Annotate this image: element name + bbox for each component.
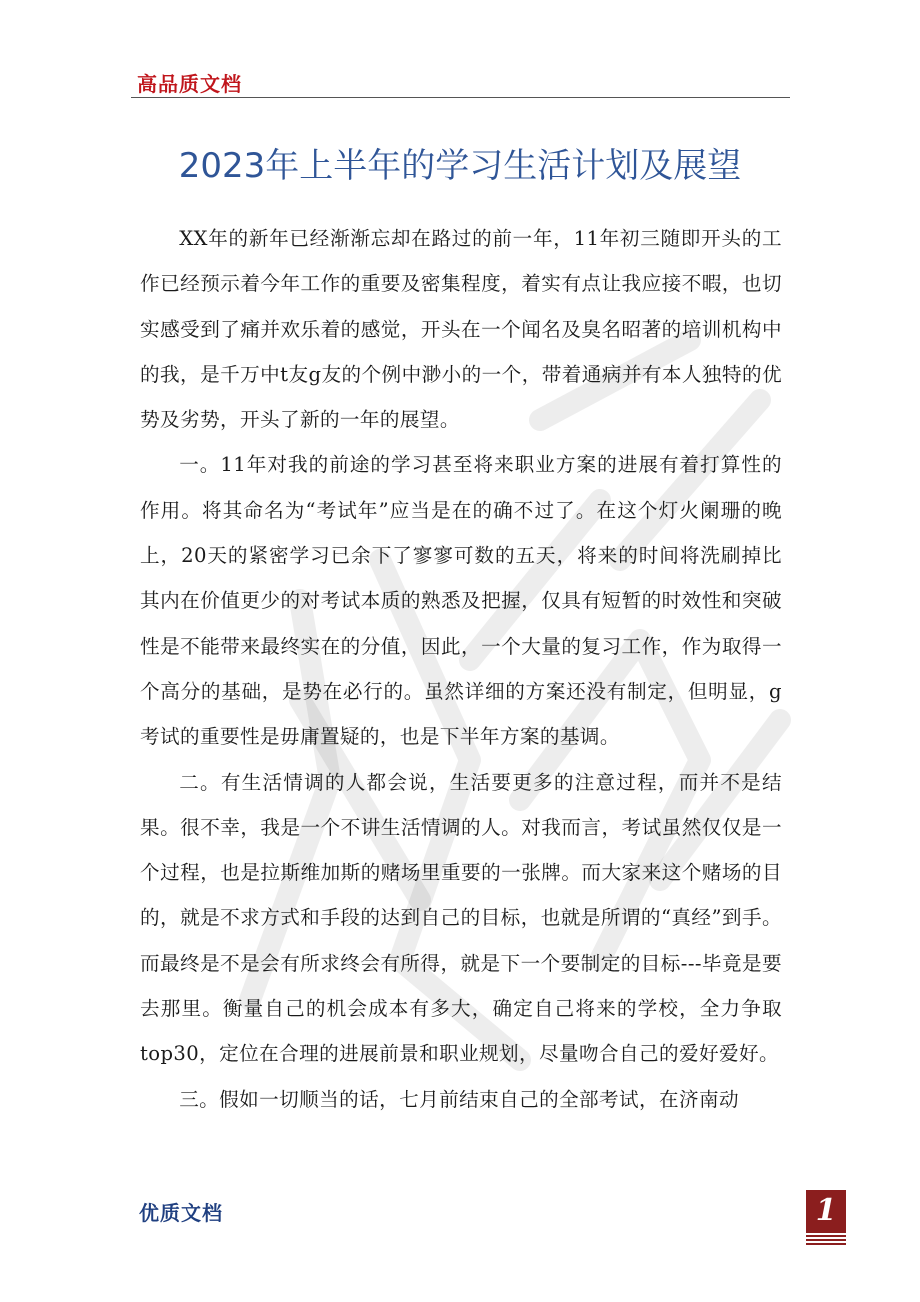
document-body [140,216,782,1122]
document-title: 2023年上半年的学习生活计划及展望 [178,146,742,186]
page-number-badge [806,1190,846,1243]
page-number: 1 [815,1193,837,1228]
paragraph-two: 二。有生活情调的人都会说，生活要更多的注意过程，而并不是结果。很不幸，我是一个不讲生活情调的人。对我而言，考试虽然仅仅是一个过程，也是拉斯维加斯的赌场里重要的一张牌。而大家来这个赌场的目的，就是不求方式和手段的达到自己的目标，也就是所谓的“真经”到手。而最终是不是会有所求终会有所得，就是下一个要制定的目标---毕竟是要去那里。衡量自己的机会成本有多大，确定自己将来的学校，全力争取top30，定位在合理的进展前景和职业规划，尽量吻合自己的爱好爱好。 [140,770,782,1066]
footer-label: 优质文档 [139,1201,223,1225]
header-label: 高品质文档 [137,72,242,96]
page-badge-stripes [806,1235,846,1245]
paragraph-one: 一。11年对我的前途的学习甚至将来职业方案的进展有着打算性的作用。将其命名为“考试年”应当是在的确不过了。在这个灯火阑珊的晚上，20天的紧密学习已余下了寥寥可数的五天，将来的时间将洗刷掉比其内在价值更少的对考试本质的熟悉及把握，仅具有短暂的时效性和突破性是不能带来最终实在的分值，因此，一个大量的复习工作，作为取得一个高分的基础，是势在必行的。虽然详细的方案还没有制定，但明显，g考试的重要性是毋庸置疑的，也是下半年方案的基调。 [140,453,782,749]
header-divider [131,97,790,98]
paragraph-intro: XX年的新年已经渐渐忘却在路过的前一年，11年初三随即开头的工作已经预示着今年工作的重要及密集程度，着实有点让我应接不暇，也切实感受到了痛并欢乐着的感觉，开头在一个闻名及臭名昭著的培训机构中的我，是千万中t友g友的个例中渺小的一个，带着通病并有本人独特的优势及劣势，开头了新的一年的展望。 [140,227,782,432]
paragraph-three: 三。假如一切顺当的话，七月前结束自己的全部考试，在济南动 [179,1087,740,1111]
